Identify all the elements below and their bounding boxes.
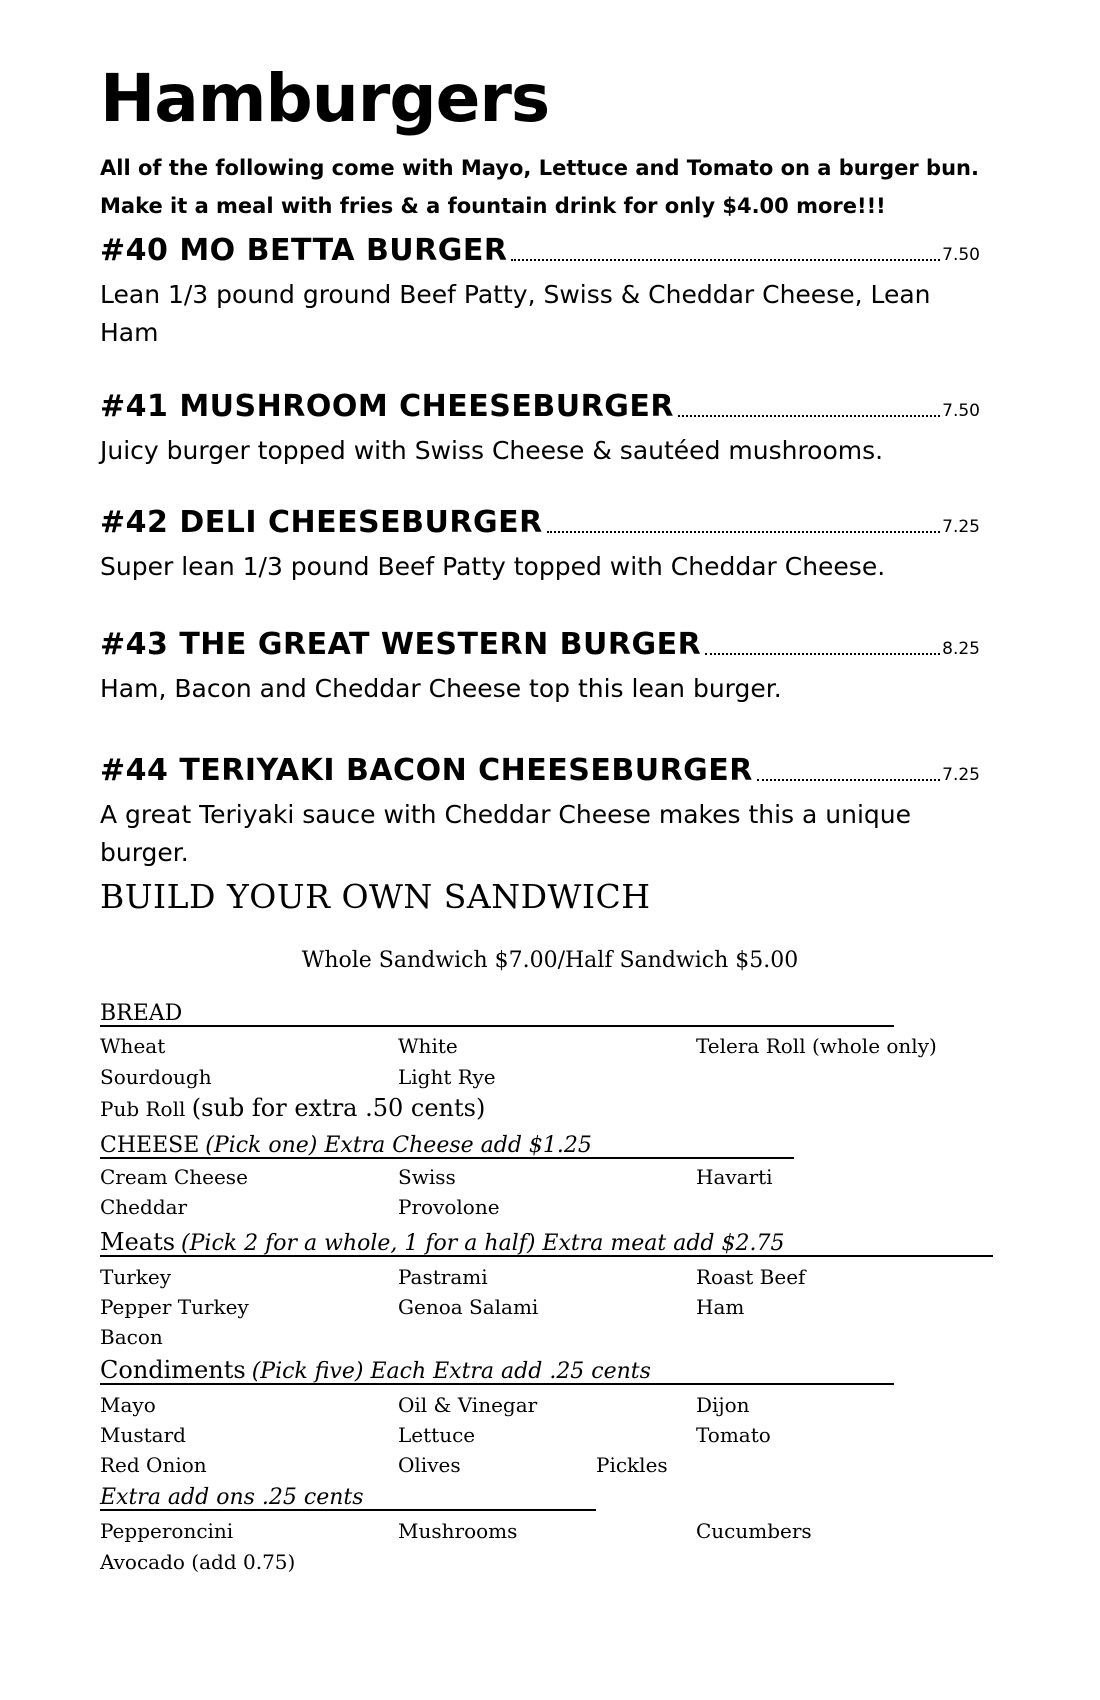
condiment-option: Oil & Vinegar: [398, 1393, 538, 1417]
meat-option: Pastrami: [398, 1265, 488, 1289]
item-price: 7.25: [942, 517, 980, 537]
cheese-label: CHEESE: [100, 1133, 200, 1158]
extra-option: Cucumbers: [696, 1519, 812, 1543]
condiment-option: Lettuce: [398, 1423, 476, 1447]
item-description: Lean 1/3 pound ground Beef Patty, Swiss & Cheddar Cheese, Lean Ham: [100, 280, 931, 347]
menu-item-42: [100, 505, 980, 540]
cheese-header: [100, 1134, 794, 1159]
cheese-option: Havarti: [696, 1165, 773, 1189]
condiment-option: Mayo: [100, 1393, 156, 1417]
extra-option: Avocado (add 0.75): [100, 1550, 296, 1574]
item-price: 7.50: [942, 401, 980, 421]
pub-roll-label: Pub Roll: [100, 1097, 186, 1121]
bread-header: [100, 1002, 894, 1027]
condiments-header: [100, 1358, 894, 1385]
condiments-note: (Pick five) Each Extra add .25 cents: [251, 1359, 651, 1384]
pub-roll-option: [100, 1096, 485, 1120]
menu-title: Hamburgers: [100, 60, 550, 137]
meat-option: Bacon: [100, 1325, 163, 1349]
item-name: #40 MO BETTA BURGER: [100, 233, 508, 268]
meat-option: Turkey: [100, 1265, 172, 1289]
meats-header: [100, 1230, 993, 1257]
meat-option: Pepper Turkey: [100, 1295, 249, 1319]
meat-option: Roast Beef: [696, 1265, 806, 1289]
condiments-label: Condiments: [100, 1356, 246, 1384]
extra-option: Pepperoncini: [100, 1519, 234, 1543]
menu-item-41: [100, 389, 980, 424]
cheese-option: Swiss: [398, 1165, 456, 1189]
item-name: #44 TERIYAKI BACON CHEESEBURGER: [100, 753, 753, 788]
extra-option: Mushrooms: [398, 1519, 518, 1543]
leader-dots: [705, 653, 940, 655]
bread-label: BREAD: [100, 1001, 183, 1026]
condiment-option: Olives: [398, 1453, 461, 1477]
condiment-option: Dijon: [696, 1393, 750, 1417]
item-description: A great Teriyaki sauce with Cheddar Cheese makes this a unique burger.: [100, 800, 912, 867]
bread-option: Sourdough: [100, 1065, 212, 1089]
item-price: 8.25: [942, 639, 980, 659]
intro-line-1: All of the following come with Mayo, Lettuce and Tomato on a burger bun.: [100, 156, 979, 180]
condiment-option: Tomato: [696, 1423, 771, 1447]
item-price: 7.25: [942, 765, 980, 785]
extras-header: [100, 1486, 596, 1511]
cheese-option: Cream Cheese: [100, 1165, 248, 1189]
bread-option: White: [398, 1034, 458, 1058]
item-name: #43 THE GREAT WESTERN BURGER: [100, 627, 702, 662]
item-description: Ham, Bacon and Cheddar Cheese top this lean burger.: [100, 674, 782, 703]
item-name: #42 DELI CHEESEBURGER: [100, 505, 543, 540]
item-description: Juicy burger topped with Swiss Cheese & sautéed mushrooms.: [100, 436, 884, 465]
item-name: #41 MUSHROOM CHEESEBURGER: [100, 389, 674, 424]
condiment-option: Mustard: [100, 1423, 186, 1447]
menu-item-40: [100, 233, 980, 268]
condiment-option: Pickles: [596, 1453, 668, 1477]
bread-option: Wheat: [100, 1034, 166, 1058]
cheese-note: (Pick one) Extra Cheese add $1.25: [205, 1133, 592, 1158]
cheese-option: Provolone: [398, 1195, 500, 1219]
bread-option: Light Rye: [398, 1065, 496, 1089]
meat-option: Ham: [696, 1295, 745, 1319]
leader-dots: [511, 259, 940, 261]
item-description: Super lean 1/3 pound Beef Patty topped with Cheddar Cheese.: [100, 552, 886, 581]
sandwich-price-note: Whole Sandwich $7.00/Half Sandwich $5.00: [301, 948, 799, 973]
intro-line-2: Make it a meal with fries & a fountain drink for only $4.00 more!!!: [100, 194, 886, 218]
condiment-option: Red Onion: [100, 1453, 207, 1477]
meats-label: Meats: [100, 1228, 176, 1256]
cheese-option: Cheddar: [100, 1195, 188, 1219]
leader-dots: [757, 779, 940, 781]
build-title: BUILD YOUR OWN SANDWICH: [100, 877, 651, 916]
menu-item-44: [100, 753, 980, 788]
pub-roll-note: (sub for extra .50 cents): [191, 1094, 486, 1122]
bread-option: Telera Roll (whole only): [696, 1034, 937, 1058]
leader-dots: [678, 415, 940, 417]
leader-dots: [547, 531, 940, 533]
menu-item-43: [100, 627, 980, 662]
extras-label: Extra add ons .25 cents: [100, 1485, 364, 1510]
item-price: 7.50: [942, 245, 980, 265]
meat-option: Genoa Salami: [398, 1295, 539, 1319]
meats-note: (Pick 2 for a whole, 1 for a half) Extra meat add $2.75: [181, 1231, 785, 1256]
